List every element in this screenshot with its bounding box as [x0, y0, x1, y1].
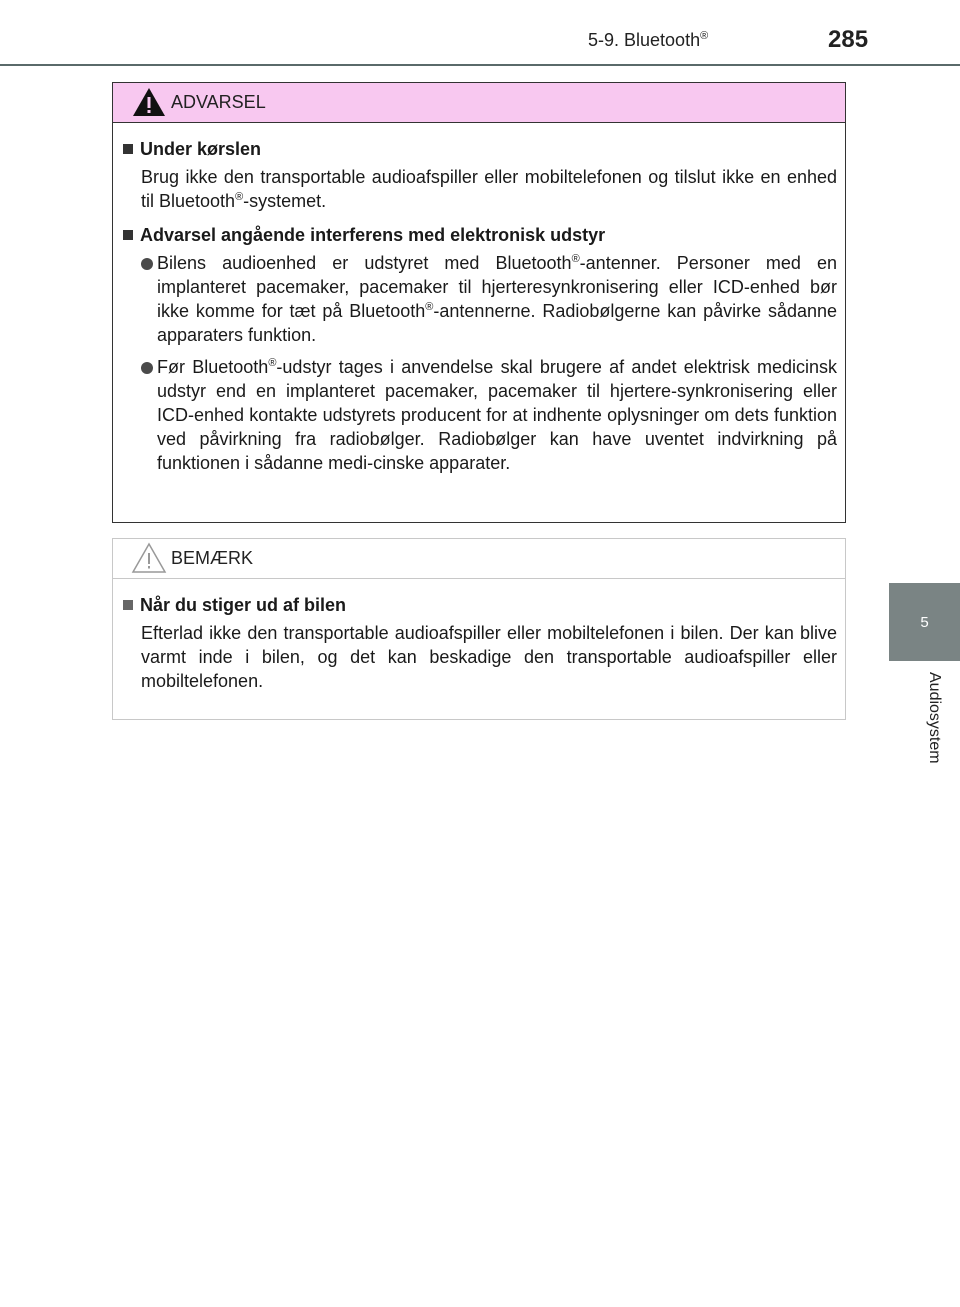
note-title: BEMÆRK	[171, 548, 254, 568]
warning-triangle-filled-icon	[131, 86, 167, 118]
round-bullet-icon	[141, 362, 153, 374]
chapter-number: 5	[920, 613, 929, 631]
warning-box	[112, 82, 846, 523]
warning-bullet: Før Bluetooth®-udstyr tages i anvendelse skal brugere af andet elektrisk medicinsk udstyr end en implanteret pacemaker, pacemaker til hjertere-synkronisering eller ICD-enhed kontakte udstyrets producent for at indhente oplysninger om dets funktion ved påvirkning fra radiobølger. Radiobølger kan have uventet indvirkning på funktionen i sådanne medi-cinske apparater.	[123, 355, 837, 475]
note-body	[113, 579, 845, 693]
note-header	[113, 539, 845, 579]
note-box	[112, 538, 846, 720]
square-bullet-icon	[123, 144, 133, 154]
warning-item-heading: Under kørslen	[123, 137, 837, 161]
warning-header	[113, 83, 845, 123]
warning-bullet: Bilens audioenhed er udstyret med Bluetooth®-antenner. Personer med en implanteret pacemaker, pacemaker til hjerteresynkronisering eller ICD-enhed bør ikke komme for tæt på Bluetooth®-antennerne. Radiobølgerne kan påvirke sådanne apparaters funktion.	[123, 251, 837, 347]
round-bullet-icon	[141, 258, 153, 270]
note-item-heading: Når du stiger ud af bilen	[123, 593, 837, 617]
warning-title: ADVARSEL	[171, 92, 266, 112]
warning-item-text: Brug ikke den transportable audioafspiller eller mobiltelefonen og tilslut ikke en enhed til Bluetooth®-systemet.	[141, 167, 837, 211]
square-bullet-icon	[123, 600, 133, 610]
header-divider	[0, 64, 960, 66]
chapter-tab[interactable]	[889, 583, 960, 661]
section-title: 5-9. Bluetooth®	[588, 30, 709, 50]
warning-item-heading: Advarsel angående interferens med elektronisk udstyr	[123, 223, 837, 247]
note-item-text: Efterlad ikke den transportable audioafspiller eller mobiltelefonen i bilen. Der kan blive varmt inde i bilen, og det kan beskadige den transportable audioafspiller eller mobiltelefonen.	[141, 623, 837, 691]
warning-triangle-outline-icon	[131, 542, 167, 574]
chapter-label: Audiosystem	[926, 672, 943, 764]
square-bullet-icon	[123, 230, 133, 240]
page-number: 285	[828, 26, 869, 53]
warning-body	[113, 123, 845, 475]
